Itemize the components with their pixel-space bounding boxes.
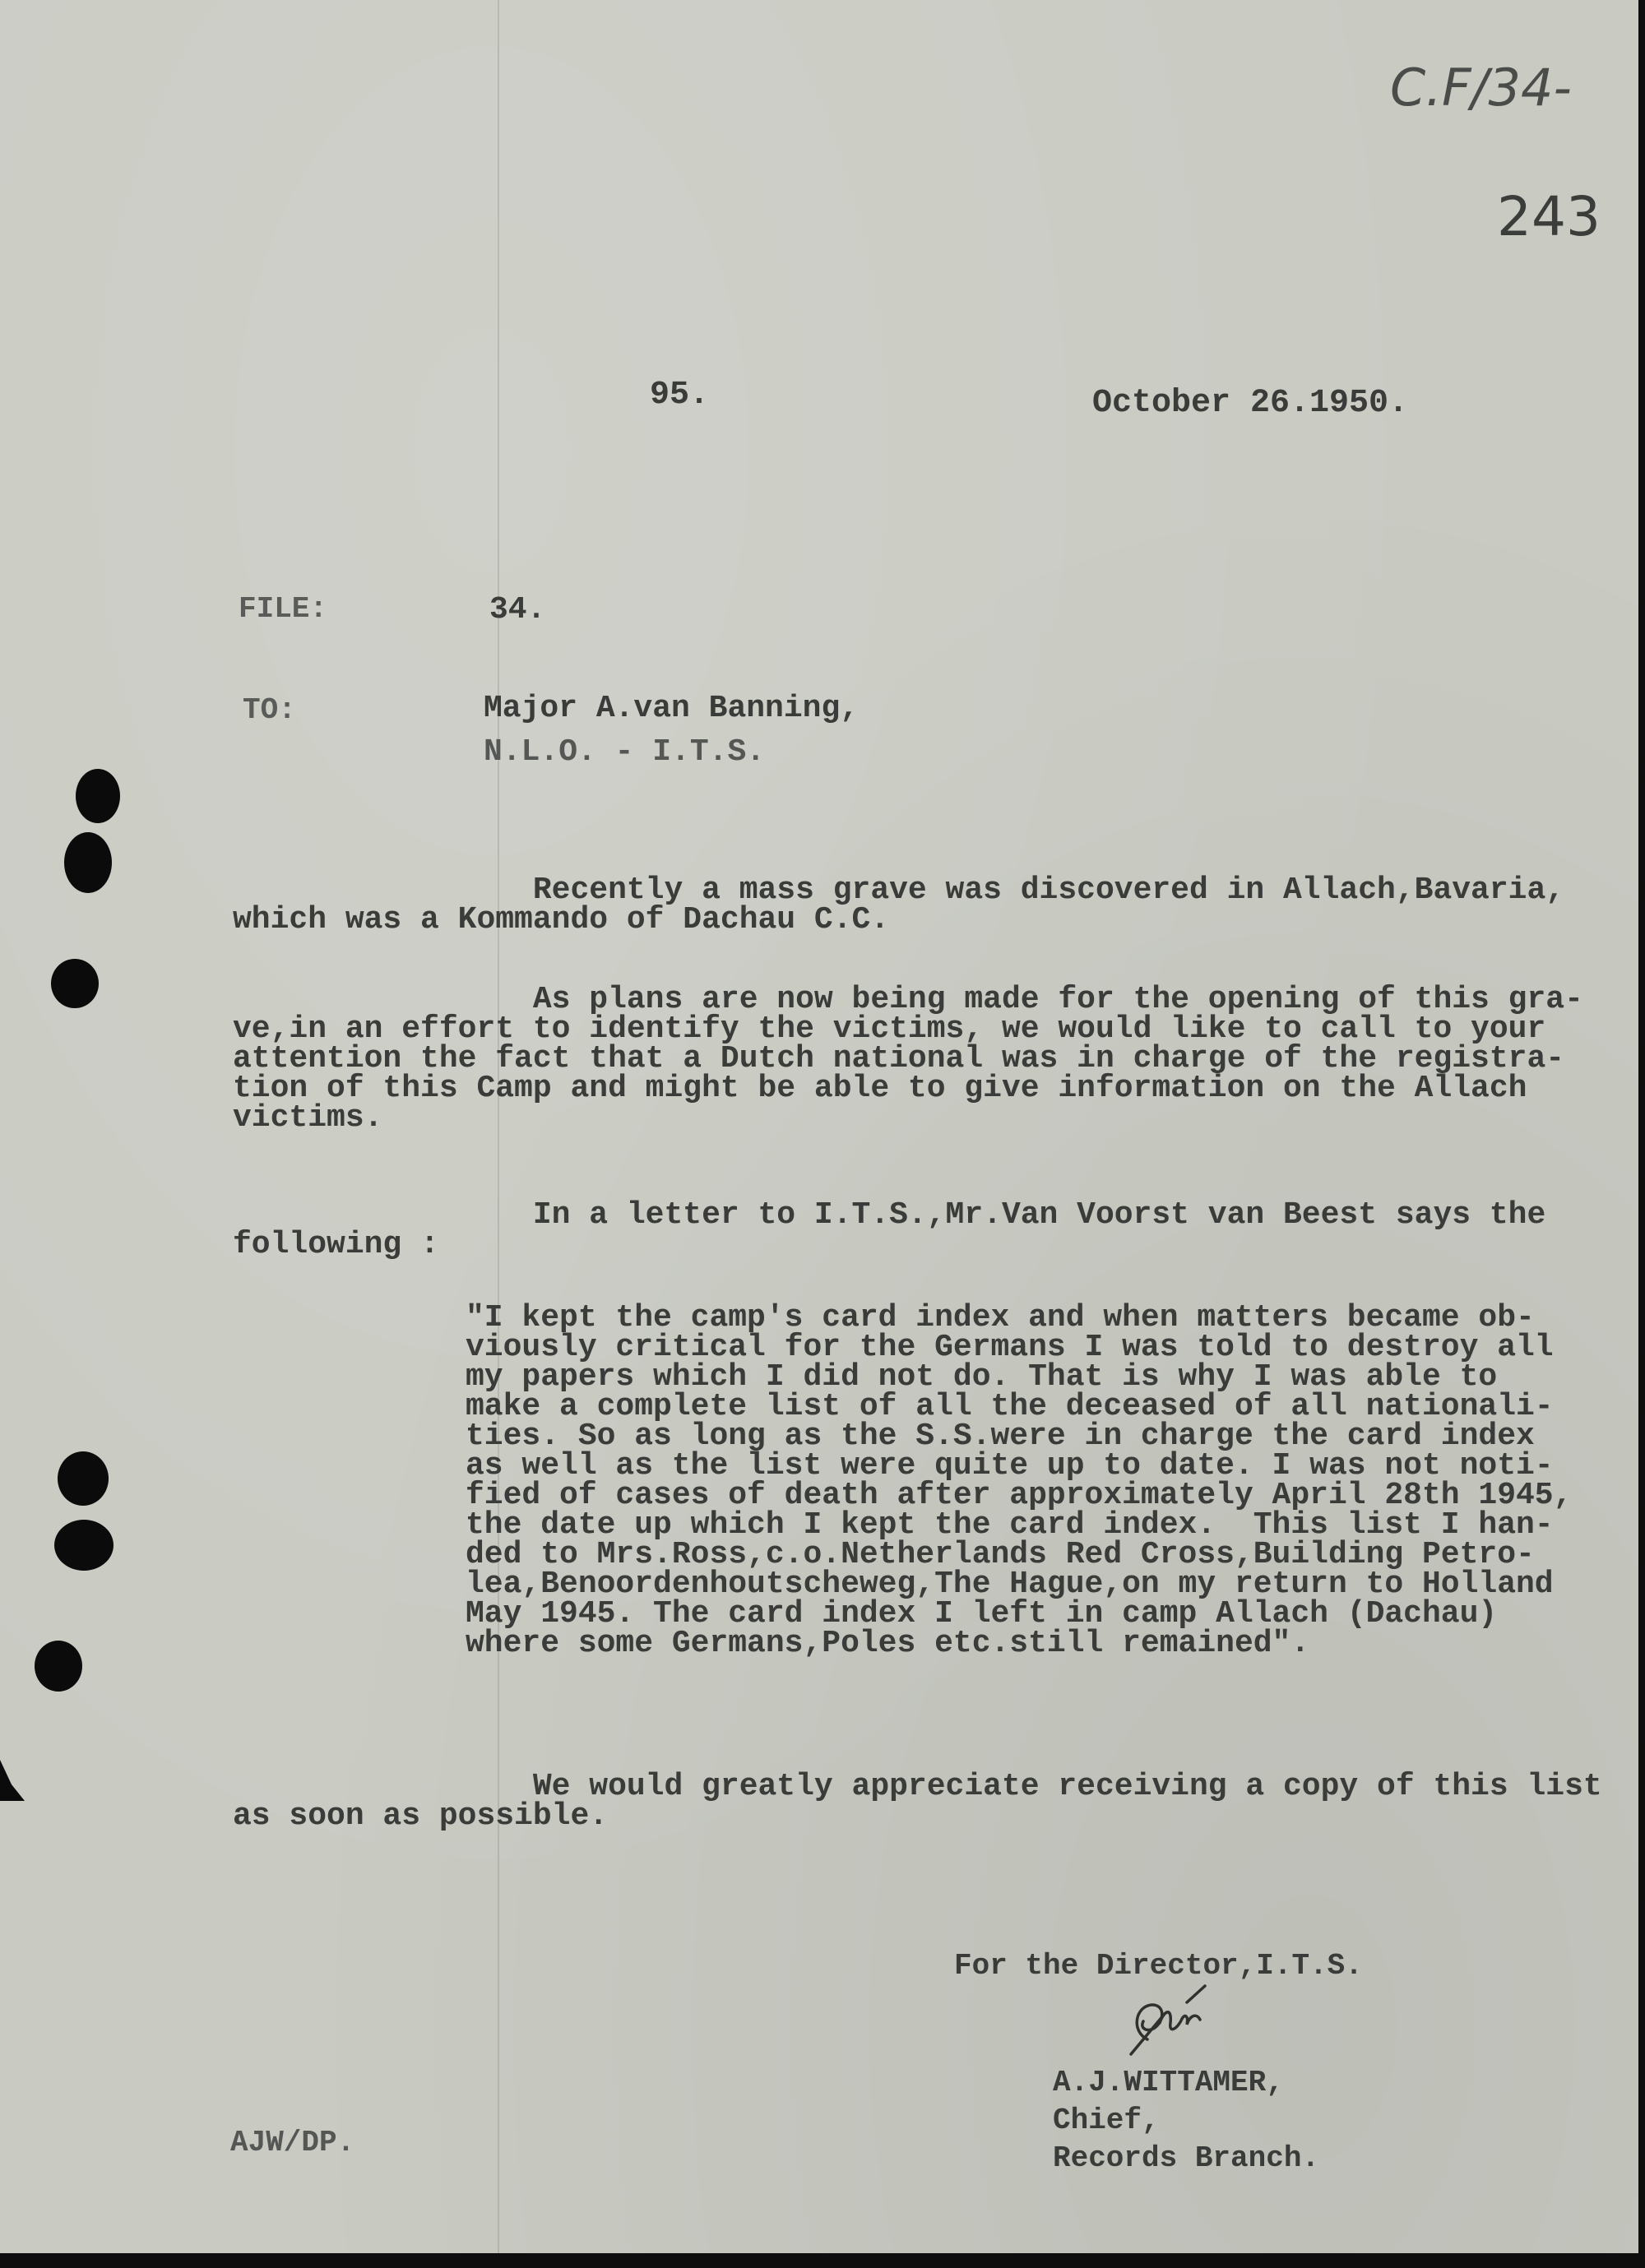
- punch-hole: [54, 1520, 114, 1571]
- punch-hole: [76, 769, 120, 823]
- paragraph-mass-grave: Recently a mass grave was discovered in Allach,Bavaria, which was a Kommando of Dachau C.C.: [233, 872, 1565, 937]
- folio-number: 243: [1497, 185, 1601, 248]
- reference-handwritten: C.F/34-: [1390, 58, 1572, 118]
- file-label: FILE:: [239, 592, 328, 626]
- document-date: October 26.1950.: [1092, 385, 1409, 422]
- document-number: 95.: [650, 377, 710, 414]
- recipient-name: Major A.van Banning,: [484, 691, 860, 726]
- file-value: 34.: [489, 592, 546, 627]
- punch-hole: [35, 1641, 82, 1692]
- quoted-statement: "I kept the camp's card index and when matters became ob- viously critical for the Germans I was told to destroy all my papers which I did not do. That is why I was able to make a complete list of all the deceased of all nationali- ties. So as long as the S.S.were in charge the card index as well as the list were quite up to date. I was not noti- fied of cases of death after approximately April 28th 1945, the date up which I kept the card index. This list I han- ded to Mrs.Ross,c.o.Netherlands Red Cross,Building Petro- lea,Benoordenhoutscheweg,The Hague,on my return to Holland May 1945. The card index I left in camp Allach (Dachau) where some Germans,Poles etc.still remained".: [466, 1300, 1573, 1661]
- handwritten-signature: [1114, 1982, 1221, 2060]
- recipient-office: N.L.O. - I.T.S.: [484, 734, 766, 770]
- typist-initials: AJW/DP.: [230, 2126, 355, 2159]
- scan-edge-right: [1638, 0, 1645, 2268]
- paragraph-request: We would greatly appreciate receiving a copy of this list as soon as possible.: [233, 1769, 1602, 1834]
- signatory-name: A.J.WITTAMER,: [1053, 2066, 1284, 2099]
- signatory-title: Chief,: [1053, 2104, 1160, 2137]
- scan-edge-bottom: [0, 2253, 1645, 2268]
- to-label: TO:: [243, 693, 296, 727]
- paragraph-letter-intro: In a letter to I.T.S.,Mr.Van Voorst van Beest says the following :: [233, 1197, 1546, 1262]
- punch-hole: [58, 1451, 109, 1506]
- signature-for-line: For the Director,I.T.S.: [954, 1949, 1363, 1983]
- signatory-department: Records Branch.: [1053, 2141, 1320, 2175]
- signatory-name-title: [1053, 2064, 1319, 2178]
- punch-hole: [64, 832, 112, 893]
- punch-hole: [51, 959, 99, 1008]
- paragraph-plans: As plans are now being made for the opening of this gra- ve,in an effort to identify the victims, we would like to call to your attention the fact that a Dutch national was in charge of the registra- tion of this Camp and might be able to give information on the Allach victims.: [233, 982, 1583, 1136]
- edge-tear-mark: [0, 1760, 25, 1801]
